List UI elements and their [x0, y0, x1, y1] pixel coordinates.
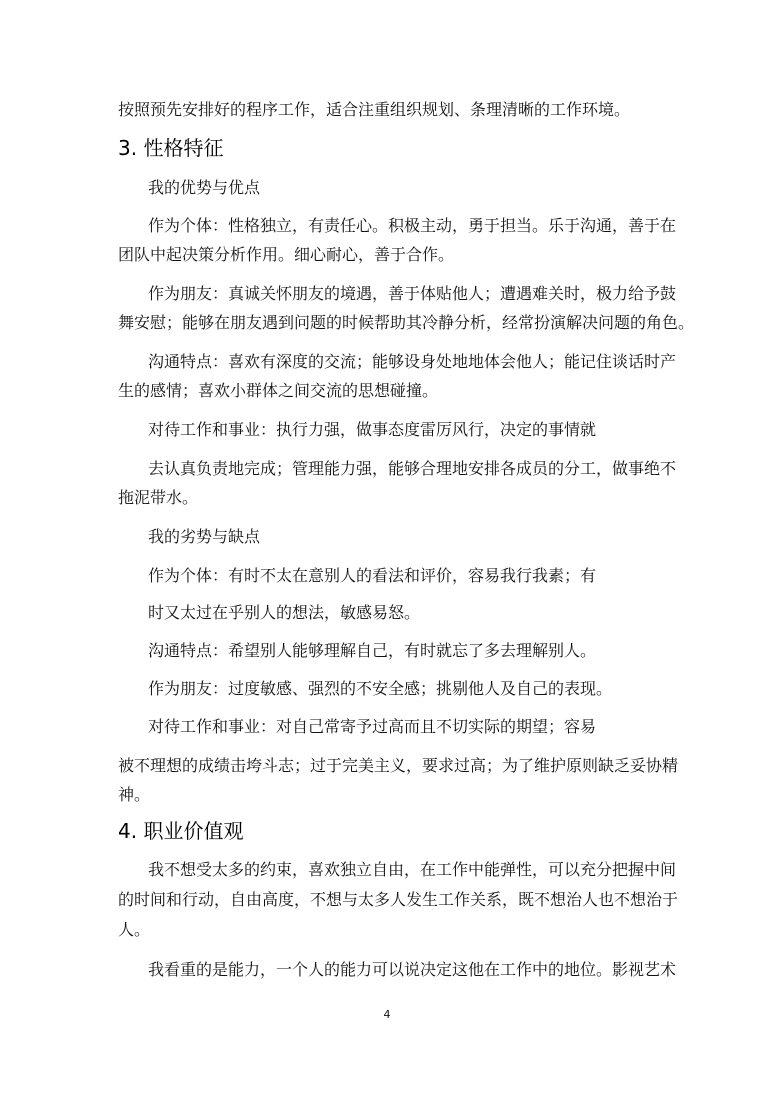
- weakness-work-line-3: 神。: [118, 785, 151, 804]
- weaknesses-title: 我的劣势与缺点: [148, 527, 261, 546]
- strength-individual-line-1: 作为个体：性格独立，有责任心。积极主动，勇于担当。乐于沟通，善于在: [148, 216, 677, 235]
- values-p1-line-1: 我不想受太多的约束，喜欢独立自由，在工作中能弹性，可以充分把握中间: [148, 860, 677, 879]
- weakness-communication-line: 沟通特点：希望别人能够理解自己，有时就忘了多去理解别人。: [148, 641, 597, 660]
- strength-friend-line-1: 作为朋友：真诚关怀朋友的境遇，善于体贴他人；遭遇难关时，极力给予鼓: [148, 284, 677, 303]
- strength-work-line-1: 对待工作和事业：执行力强，做事态度雷厉风行，决定的事情就: [148, 420, 597, 439]
- weakness-friend-line: 作为朋友：过度敏感、强烈的不安全感；挑剔他人及自己的表现。: [148, 679, 613, 698]
- weakness-individual-line-2: 时又太过在乎别人的想法，敏感易怒。: [148, 603, 421, 622]
- strength-communication-line-2: 生的感情；喜欢小群体之间交流的思想碰撞。: [118, 381, 439, 400]
- values-p2-line-1: 我看重的是能力，一个人的能力可以说决定这他在工作中的地位。影视艺术: [148, 960, 677, 979]
- strength-work-line-3: 拖泥带水。: [118, 488, 199, 507]
- values-p1-line-2: 的时间和行动，自由高度，不想与太多人发生工作关系，既不想治人也不想治于: [118, 890, 679, 909]
- intro-line: 按照预先安排好的程序工作，适合注重组织规划、条理清晰的工作环境。: [118, 100, 631, 119]
- strength-communication-line-1: 沟通特点：喜欢有深度的交流；能够设身处地地体会他人；能记住谈话时产: [148, 352, 677, 371]
- strength-work-line-2: 去认真负责地完成；管理能力强，能够合理地安排各成员的分工，做事绝不: [148, 459, 677, 478]
- values-p1-line-3: 人。: [118, 920, 151, 939]
- section-4-heading: 4. 职业价值观: [118, 819, 244, 843]
- page-number: 4: [383, 1008, 391, 1021]
- strength-individual-line-2: 团队中起决策分析作用。细心耐心，善于合作。: [118, 245, 455, 264]
- section-3-heading: 3. 性格特征: [118, 136, 224, 160]
- strength-friend-line-2: 舞安慰；能够在朋友遇到问题的时候帮助其冷静分析，经常扮演解决问题的角色。: [118, 313, 695, 332]
- strengths-title: 我的优势与优点: [148, 178, 261, 197]
- weakness-work-line-1: 对待工作和事业：对自己常寄予过高而且不切实际的期望；容易: [148, 717, 597, 736]
- weakness-work-line-2: 被不理想的成绩击垮斗志；过于完美主义，要求过高；为了维护原则缺乏妥协精: [118, 756, 679, 775]
- weakness-individual-line-1: 作为个体：有时不太在意别人的看法和评价，容易我行我素；有: [148, 566, 597, 585]
